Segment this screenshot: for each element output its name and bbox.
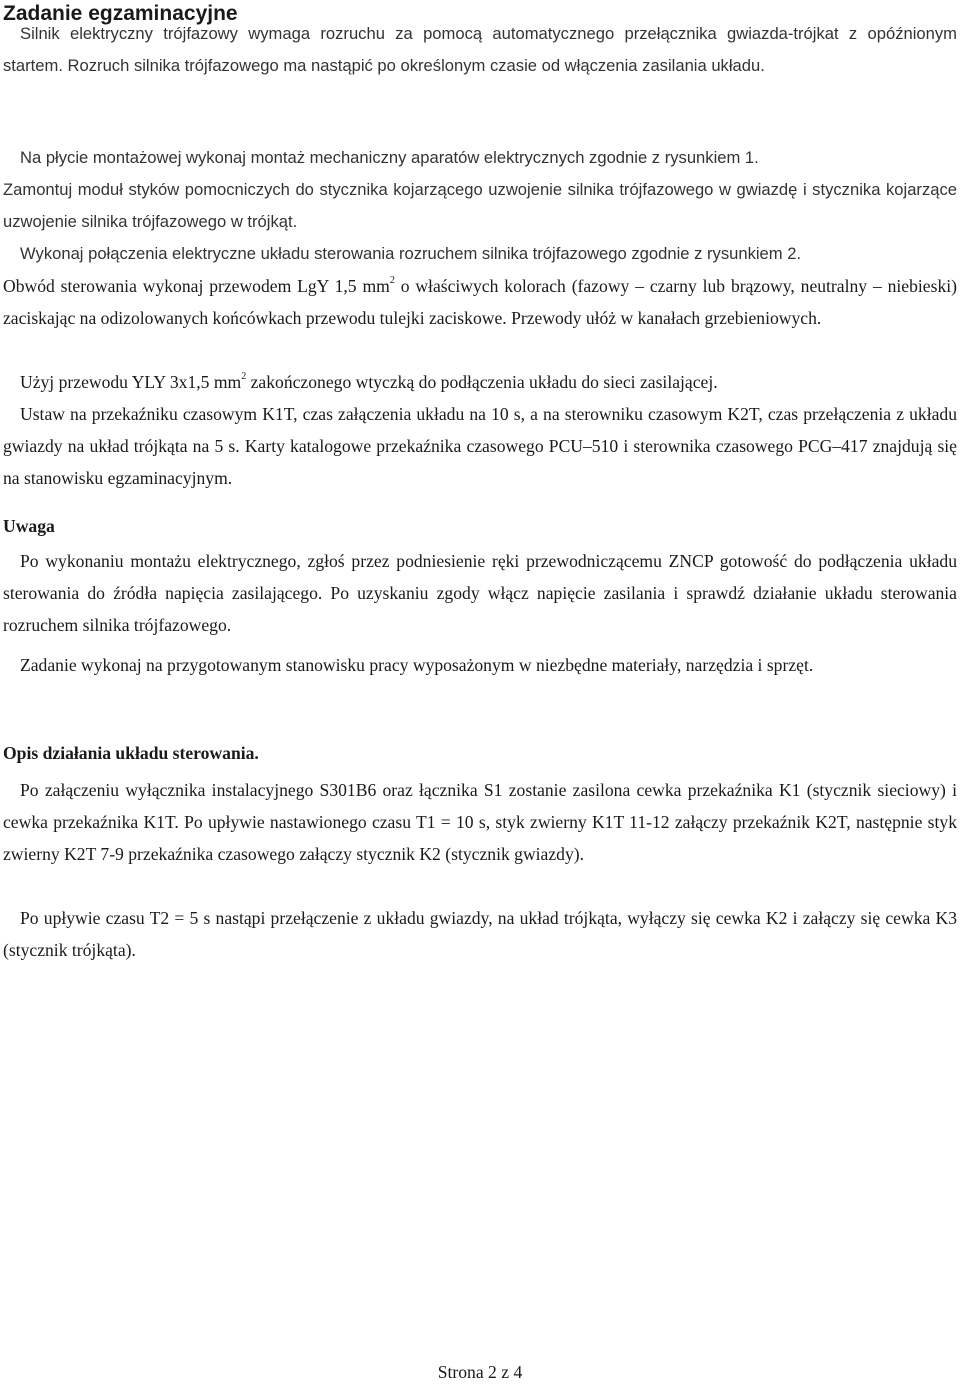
uwaga-paragraph: Po wykonaniu montażu elektrycznego, zgłoś przez podniesienie ręki przewodniczącemu ZNCP gotowość do podłączenia układu sterowania do źródła napięcia zasilającego. Po uzyskaniu zgody włącz napięcie zasilania i sprawdź działanie układu sterowania rozruchem silnika trójfazowego.	[3, 551, 957, 635]
page-number: Strona 2 z 4	[437, 1362, 523, 1382]
control-wire-text-rest: o właściwych kolorach (fazowy – czarny lub brązowy, neutralny – niebieski) zaciskając na odizolowanych końcówkach przewodu tulejki zaciskowe. Przewody ułóż w kanałach grzebieniowych.	[3, 276, 957, 328]
wiring-paragraph: Wykonaj połączenia elektryczne układu sterowania rozruchem silnika trójfazowego zgodnie z rysunkiem 2.	[20, 244, 802, 263]
power-cable-text: Użyj przewodu YLY 3x1,5 mm	[20, 372, 242, 392]
aux-contacts-paragraph: Zamontuj moduł styków pomocniczych do stycznika kojarzącego uzwojenie silnika trójfazowego w gwiazdę i stycznika kojarzące uzwojenie silnika trójfazowego w trójkąt.	[3, 180, 957, 231]
operation-paragraph: Po załączeniu wyłącznika instalacyjnego S301B6 oraz łącznika S1 zostanie zasilona cewka przekaźnika K1 (stycznik sieciowy) i cewka przekaźnika K1T. Po upływie nastawionego czasu T1 = 10 s, styk zwierny K1T 11-12 załączy przekaźnik K2T, następnie styk zwierny K2T 7-9 przekaźnika czasowego załączy stycznik K2 (stycznik gwiazdy).	[3, 780, 957, 864]
unit-superscript: 2	[389, 275, 395, 287]
power-cable-text-rest: zakończonego wtyczką do podłączenia układu do sieci zasilającej.	[246, 372, 718, 392]
uwaga-heading: Uwaga	[3, 516, 55, 536]
unit-superscript: 2	[241, 371, 247, 383]
mounting-paragraph: Na płycie montażowej wykonaj montaż mechaniczny aparatów elektrycznych zgodnie z rysunkiem 1.	[20, 148, 759, 167]
control-wire-text: Obwód sterowania wykonaj przewodem LgY 1,5 mm	[3, 276, 390, 296]
switchover-paragraph: Po upływie czasu T2 = 5 s nastąpi przełączenie z układu gwiazdy, na układ trójkąta, wyłączy się cewka K2 i załączy się cewka K3 (stycznik trójkąta).	[3, 908, 957, 960]
intro-paragraph: Silnik elektryczny trójfazowy wymaga rozruchu za pomocą automatycznego przełącznika gwiazda-trójkat z opóźnionym startem. Rozruch silnika trójfazowego ma nastąpić po określonym czasie od włączenia zasilania układu.	[3, 24, 957, 75]
workstation-paragraph: Zadanie wykonaj na przygotowanym stanowisku pracy wyposażonym w niezbędne materiały, narzędzia i sprzęt.	[20, 655, 814, 675]
page-title: Zadanie egzaminacyjne	[3, 2, 238, 25]
description-heading: Opis działania układu sterowania.	[3, 743, 259, 763]
power-cable-paragraph	[3, 366, 957, 398]
timer-settings-paragraph: Ustaw na przekaźniku czasowym K1T, czas załączenia układu na 10 s, a na sterowniku czasowym K2T, czas przełączenia z układu gwiazdy na układ trójkąta na 5 s. Karty katalogowe przekaźnika czasowego PCU–510 i sterownika czasowego PCG–417 znajdują się na stanowisku egzaminacyjnym.	[3, 404, 957, 488]
control-wire-paragraph	[3, 270, 957, 334]
